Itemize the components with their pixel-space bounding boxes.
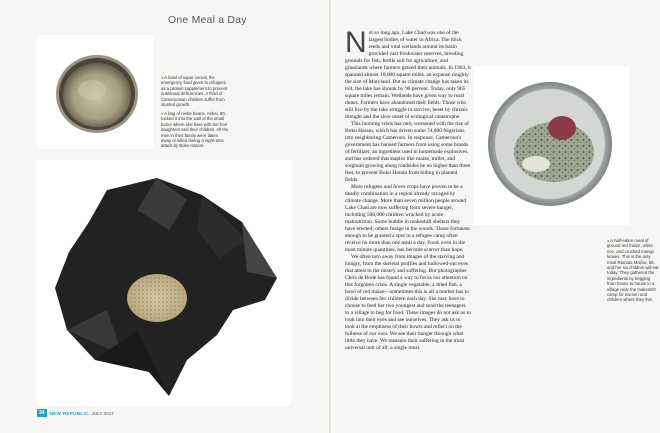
caption-bean-bag: ▾A bag of niebe beans. Ashei, 80, tucked it into the wall of the small home where she lives with her four daughters and their children. All the men in their family were taken away or killed during a night-time attack by Boko Haram. bbox=[161, 111, 229, 149]
page-number: 34 bbox=[39, 410, 45, 416]
caption-arrow-icon: ▴ bbox=[607, 238, 610, 243]
photo-cereal-bowl bbox=[37, 35, 154, 149]
right-page bbox=[331, 0, 660, 433]
article-paragraph: We often turn away from images of the starving and hungry, from the skeletal profiles and hollowed-out eyes that attest to the misery and suffering. But photographer Chris de Bode has found a way to focus our attention on this forgotten crisis. A single vegetable, a dried fish, a bowl of red maize—sometimes this is all a mother has to divide between her children each day. She may have to choose to feed her two youngest and send the teenagers to a village to beg for food. These images do not ask us to look into their eyes and see ourselves. They ask us to look at the emptiness of their bowls and reflect on the fullness of our own. We see their hunger through what little they have. We measure their suffering in the most universal unit of all: a single meal. bbox=[345, 254, 471, 351]
article-paragraph: Not so long ago, Lake Chad was one of the largest bodies of water in Africa. The thick reeds and vital wetlands around its basin provided vast freshwater reserves, breeding grounds for fish, fertile soil for agriculture, and grasslands where farmers grazed their animals. In 1963, it spanned almost 10,000 square miles, an expanse roughly the size of Maryland. But as climate change has taken its toll, the lake has shrunk by 90 percent. Today, only 965 square miles remain. Wetlands have given way to rural dunes. Farmers have abandoned their fields. Those who still live by the lake struggle to survive, beset by chronic drought and the slow onset of ecological catastrophe. bbox=[345, 26, 471, 120]
meal-plate-image bbox=[474, 66, 629, 225]
drop-cap: N bbox=[345, 26, 367, 59]
magazine-name: NEW REPUBLIC bbox=[49, 410, 89, 416]
article-body bbox=[345, 26, 471, 420]
photo-half-eaten-meal bbox=[474, 66, 629, 225]
page-footer bbox=[37, 409, 114, 417]
article-paragraph: This looming crisis has only worsened with the rise of Boko Haram, which has driven some 74,000 Nigerians into neighboring Cameroon. In response, Cameroon's government has banned farmers from using some brands of fertilizer, an ingredient used in homemade explosives, and has ordered that staples like maize, millet, and sorghum growing along roadsides be no higher than three feet, to prevent Boko Haram from hiding in planted fields. bbox=[345, 121, 471, 183]
caption-cereal-bowl: ◂A bowl of super cereal, the emergency food given to refugees as a protein supplement to prevent nutritional deficiencies. A third of Cameroonian children suffer from stunted growth. bbox=[161, 75, 228, 108]
issue-date: JULY 2017 bbox=[91, 410, 114, 416]
bean-bag-image bbox=[37, 160, 291, 406]
cereal-bowl-image bbox=[37, 35, 154, 149]
caption-arrow-icon: ◂ bbox=[161, 75, 164, 80]
article-paragraph: More refugees and fewer crops have proven to be a deadly combination in a region already ravaged by climate change. More than seven million people around Lake Chad are now suffering from severe hunger, including 500,000 children wracked by acute malnutrition. Some huddle in makeshift shelters they have erected; others forage in the woods. Those fortunate enough to be granted a spot in a refugee camp often receive no more than one meal a day. Food, even in the most minute quantities, has become scarcer than hope. bbox=[345, 184, 470, 253]
photo-bean-bag bbox=[37, 160, 291, 406]
section-title: One Meal a Day bbox=[168, 14, 247, 26]
caption-arrow-icon: ▾ bbox=[161, 111, 164, 116]
caption-half-eaten-meal: ▴A half-eaten meal of ground red maize, white rice, and crushed mango leaves. This is the only meal Ramata Misfou, 58, and her six children will eat today. They gathered the ingredients by begging from house to house in a village near the makeshift camp for women and children where they live. bbox=[607, 238, 659, 303]
left-page bbox=[0, 0, 329, 433]
